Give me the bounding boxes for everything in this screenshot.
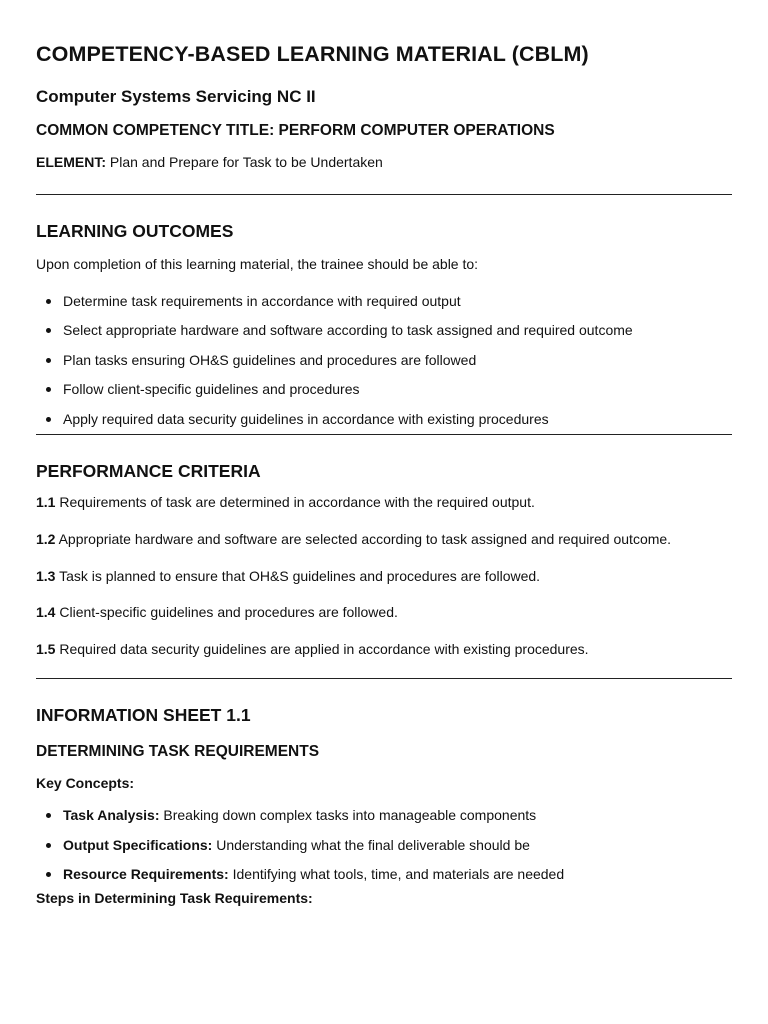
performance-criteria-heading: PERFORMANCE CRITERIA [36, 461, 261, 482]
criteria-item [36, 641, 732, 658]
criteria-text: Appropriate hardware and software are selected according to task assigned and required outcome. [58, 530, 672, 547]
criteria-item [36, 531, 732, 548]
list-item: Follow client-specific guidelines and procedures [36, 375, 732, 405]
criteria-number: 1.4 [36, 604, 56, 621]
learning-outcomes-intro: Upon completion of this learning material, the trainee should be able to: [36, 256, 479, 273]
concept-desc: Understanding what the final deliverable should be [216, 836, 530, 853]
criteria-number: 1.2 [36, 530, 56, 547]
list-item [36, 831, 732, 861]
criteria-text: Required data security guidelines are applied in accordance with existing procedures. [59, 641, 589, 658]
key-concepts-label: Key Concepts: [36, 775, 135, 792]
element-value: Plan and Prepare for Task to be Undertaken [109, 154, 383, 170]
competency-title: COMMON COMPETENCY TITLE: PERFORM COMPUTER OPERATIONS [36, 122, 555, 139]
concept-term: Output Specifications: [63, 836, 213, 853]
information-sheet-subheading: DETERMINING TASK REQUIREMENTS [36, 743, 320, 761]
criteria-text: Client-specific guidelines and procedures are followed. [59, 604, 398, 621]
list-item: Apply required data security guidelines in accordance with existing procedures [36, 405, 732, 435]
performance-criteria-list [36, 494, 732, 658]
concept-term: Task Analysis: [63, 807, 160, 824]
criteria-number: 1.3 [36, 567, 56, 584]
criteria-text: Requirements of task are determined in accordance with the required output. [59, 494, 535, 511]
criteria-number: 1.1 [36, 494, 56, 511]
element-line [36, 152, 732, 172]
criteria-text: Task is planned to ensure that OH&S guidelines and procedures are followed. [59, 567, 541, 584]
key-concepts-list [36, 801, 732, 890]
divider [36, 434, 732, 435]
list-item: Plan tasks ensuring OH&S guidelines and procedures are followed [36, 346, 732, 376]
information-sheet-heading: INFORMATION SHEET 1.1 [36, 705, 251, 726]
list-item [36, 801, 732, 831]
criteria-number: 1.5 [36, 641, 56, 658]
list-item [36, 860, 732, 890]
criteria-item [36, 568, 732, 585]
element-label: ELEMENT: [36, 154, 106, 170]
concept-term: Resource Requirements: [63, 866, 229, 883]
divider [36, 678, 732, 679]
steps-label: Steps in Determining Task Requirements: [36, 889, 313, 906]
list-item: Determine task requirements in accordance with required output [36, 287, 732, 317]
learning-outcomes-list [36, 287, 732, 435]
document-title: COMPETENCY-BASED LEARNING MATERIAL (CBLM) [36, 42, 589, 66]
criteria-item [36, 604, 732, 621]
list-item: Select appropriate hardware and software according to task assigned and required outcome [36, 316, 732, 346]
concept-desc: Identifying what tools, time, and materials are needed [232, 866, 565, 883]
divider [36, 194, 732, 195]
criteria-item [36, 494, 732, 511]
concept-desc: Breaking down complex tasks into manageable components [163, 807, 537, 824]
learning-outcomes-heading: LEARNING OUTCOMES [36, 221, 234, 242]
course-title: Computer Systems Servicing NC II [36, 87, 316, 106]
